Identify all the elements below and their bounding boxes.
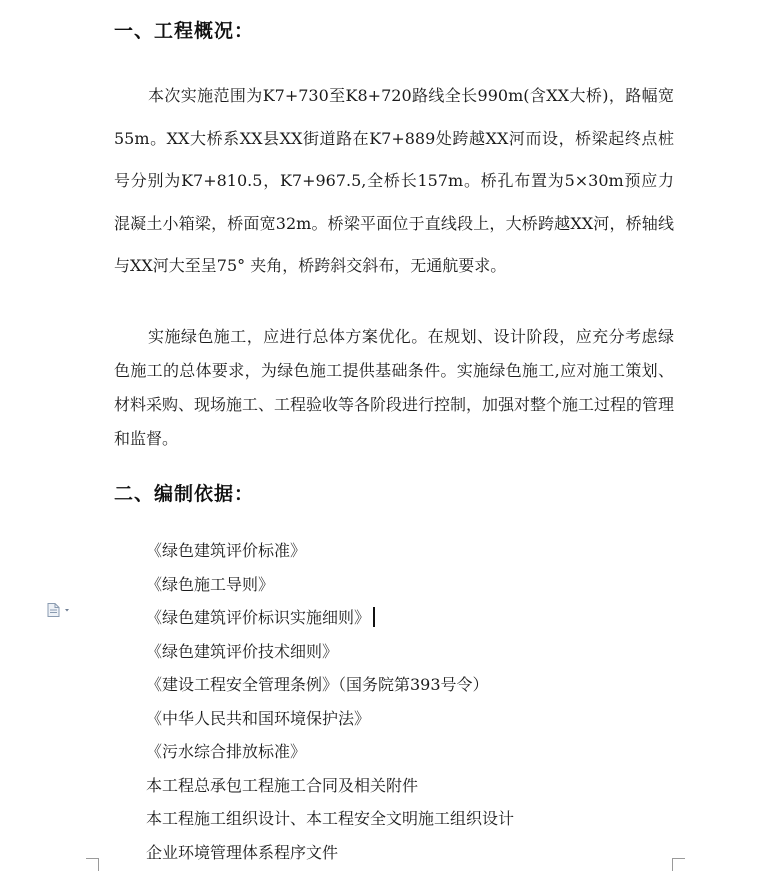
text-cursor [373, 607, 375, 627]
basis-item[interactable] [146, 601, 514, 635]
basis-list [146, 534, 514, 869]
basis-item-text: 本工程施工组织设计、本工程安全文明施工组织设计 [146, 809, 515, 828]
basis-item-text: 企业环境管理体系程序文件 [146, 842, 339, 862]
basis-item-text: 《建设工程安全管理条例》（国务院第393号令） [146, 675, 489, 694]
margin-corner-mark-left [86, 858, 99, 871]
basis-item-text: 《绿色建筑评价标识实施细则》 [146, 608, 371, 627]
section-heading-basis: 二、编制依据： [114, 483, 255, 505]
basis-item[interactable] [146, 568, 514, 602]
margin-corner-mark-right [672, 858, 685, 871]
basis-item[interactable] [146, 534, 514, 568]
basis-item-text: 本工程总承包工程施工合同及相关附件 [146, 775, 419, 795]
basis-item[interactable] [146, 836, 514, 870]
basis-item-text: 《绿色建筑评价标准》 [146, 541, 307, 560]
basis-item[interactable] [146, 735, 514, 769]
overview-paragraph[interactable]: 本次实施范围为K7+730至K8+720路线全长990m(含XX大桥)，路幅宽55m。XX大桥系XX县XX街道路在K7+889处跨越XX河而设，桥梁起终点桩号分别为K7+810.5，K7+967.5,全桥长157m。桥孔布置为5×30m预应力混凝土小箱梁，桥面宽32m。桥梁平面位于直线段上，大桥跨越XX河，桥轴线与XX河大至呈75° 夹角，桥跨斜交斜布，无通航要求。 [114, 86, 674, 275]
basis-item-text: 《绿色建筑评价技术细则》 [146, 641, 339, 661]
section-heading-overview: 一、工程概况： [114, 20, 255, 42]
basis-item[interactable] [146, 635, 514, 669]
document-options-icon[interactable] [47, 603, 71, 617]
basis-item-text: 《污水综合排放标准》 [146, 742, 307, 761]
basis-item[interactable] [146, 802, 514, 836]
basis-item-text: 《绿色施工导则》 [146, 574, 275, 594]
basis-item[interactable] [146, 769, 514, 803]
basis-item-text: 《中华人民共和国环境保护法》 [146, 708, 371, 728]
basis-item[interactable] [146, 668, 514, 702]
basis-item[interactable] [146, 702, 514, 736]
green-construction-paragraph[interactable]: 实施绿色施工，应进行总体方案优化。在规划、设计阶段，应充分考虑绿色施工的总体要求，为绿色施工提供基础条件。实施绿色施工,应对施工策划、材料采购、现场施工、工程验收等各阶段进行控制，加强对整个施工过程的管理和监督。 [114, 327, 675, 448]
